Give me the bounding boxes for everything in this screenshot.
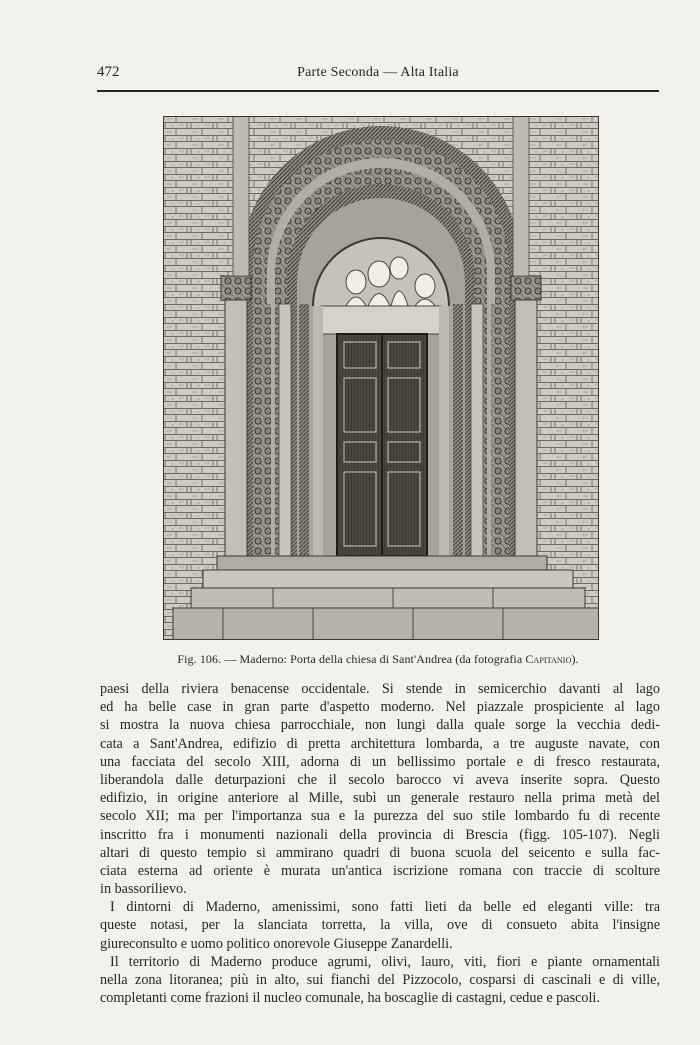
caption-text: Fig. 106. — Maderno: Porta della chiesa di Sant'Andrea (da fotografia	[177, 652, 526, 666]
text-line: nella zona litoranea; più in alto, sui fianchi del Pizzocolo, cosparsi di cascinali e di ville,	[100, 972, 660, 988]
text-line: ciata esterna ad oriente è murata un'antica iscrizione romana con traccie di scolture	[100, 862, 660, 879]
text-line: altari di questo tempio si ammirano quadri di buona scuola del seicento e sulla fac-	[100, 844, 660, 861]
text-line: si mostra la nuova chiesa parrocchiale, non lungi dalla quale sorge la vecchia dedi-	[100, 717, 660, 734]
header-rule	[97, 90, 659, 92]
text-line: paesi della riviera benacense occidentale. Si stende in semicerchio davanti al lago	[100, 681, 660, 697]
text-line: in bassorilievo.	[100, 881, 187, 898]
text-line: liberandola dalle deturpazioni che il secolo barocco vi aveva inserite sopra. Questo	[100, 771, 660, 788]
figure-caption	[97, 652, 659, 667]
text-line: secolo XII; ma per l'importanza sua e la purezza del suo stile lombardo fu di recente	[100, 808, 660, 825]
text-line: ed ha belle case in gran parte d'aspetto moderno. Nel piazzale prospiciente al lago	[100, 699, 660, 716]
caption-suffix: ).	[571, 652, 579, 666]
page-number: 472	[97, 64, 120, 80]
caption-credit: Capitanio	[525, 652, 572, 666]
text-line: I dintorni di Maderno, amenissimi, sono fatti lieti da belle ed eleganti ville: tra	[110, 899, 660, 916]
text-line: giureconsulto e uomo politico onorevole Giuseppe Zanardelli.	[100, 935, 453, 952]
text-line: queste notasi, per la slanciata torretta, la villa, ove di consueto abita l'insigne	[100, 917, 660, 934]
body-text	[100, 680, 660, 1007]
text-line: Il territorio di Maderno produce agrumi, olivi, lauro, viti, fiori e piante ornamentali	[110, 953, 660, 970]
text-line: completanti come frazioni il nucleo comunale, ha boscaglie di castagni, cedue e pascoli.	[100, 990, 600, 1007]
text-line: inscritto fra i monumenti nazionali della provincia di Brescia (figg. 105-107). Negli	[100, 826, 660, 843]
text-line: una facciata del secolo XIII, adorna di un bellissimo portale e di fresco restaurata,	[100, 753, 660, 770]
running-title: Parte Seconda — Alta Italia	[297, 65, 459, 80]
page-header	[97, 62, 659, 90]
text-line: cata a Sant'Andrea, edifizio di pretta architettura lombarda, a tre auguste navate, con	[100, 735, 660, 752]
text-line: edifizio, in origine anteriore al Mille, subì un generale restauro nella prima metà del	[100, 790, 660, 807]
portal-engraving	[163, 116, 599, 640]
